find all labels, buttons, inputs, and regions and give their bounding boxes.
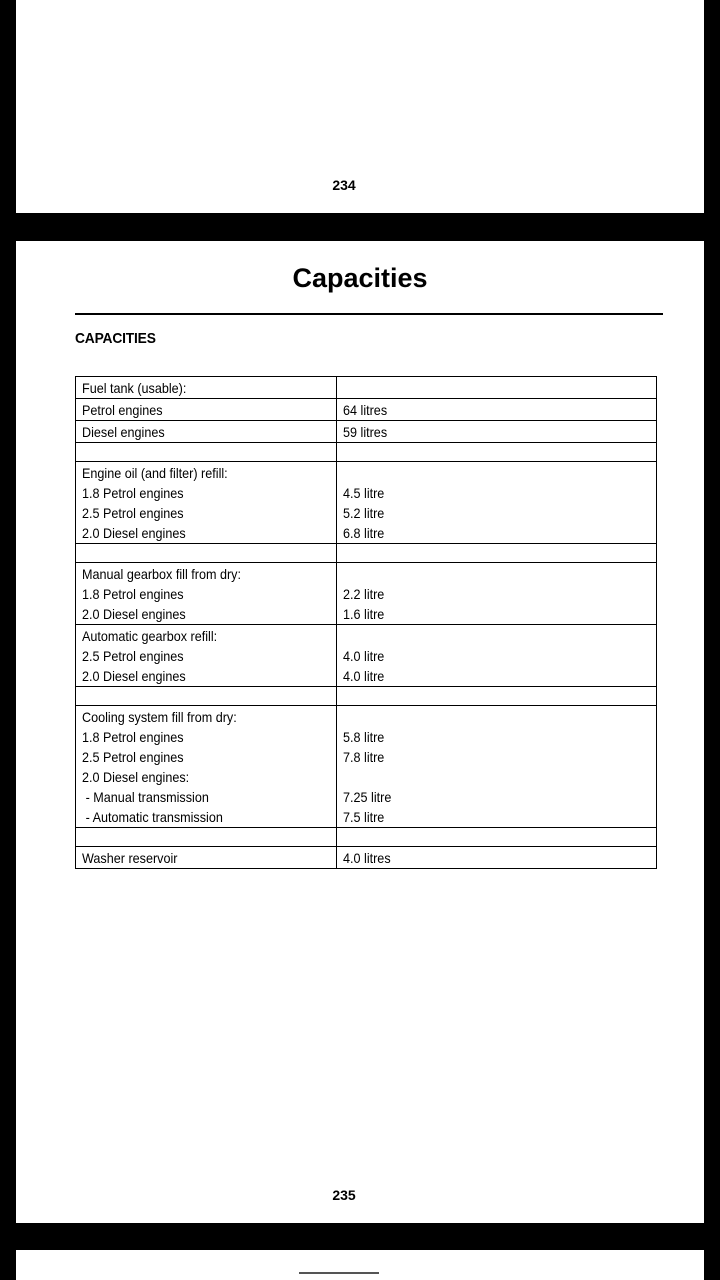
engine-oil-value: 4.5 litre xyxy=(343,485,385,501)
title-divider xyxy=(75,313,663,315)
table-row xyxy=(76,462,657,544)
automatic-gearbox-label: 2.0 Diesel engines xyxy=(82,668,186,684)
table-row xyxy=(76,377,657,399)
table-row xyxy=(76,706,657,828)
next-page xyxy=(16,1250,704,1280)
fuel-petrol-label: Petrol engines xyxy=(82,402,163,418)
cooling-diesel-header: 2.0 Diesel engines: xyxy=(82,769,190,785)
table-row xyxy=(76,421,657,443)
manual-gearbox-label: 2.0 Diesel engines xyxy=(82,606,186,622)
table-row xyxy=(76,847,657,869)
cooling-value: 7.8 litre xyxy=(343,749,385,765)
section-heading: CAPACITIES xyxy=(75,330,156,347)
table-row xyxy=(76,625,657,687)
cooling-value: 7.25 litre xyxy=(343,789,392,805)
fuel-diesel-label: Diesel engines xyxy=(82,424,165,440)
engine-oil-label: 1.8 Petrol engines xyxy=(82,485,184,501)
engine-oil-header: Engine oil (and filter) refill: xyxy=(82,465,228,481)
engine-oil-label: 2.0 Diesel engines xyxy=(82,525,186,541)
previous-page xyxy=(16,0,704,213)
manual-gearbox-header: Manual gearbox fill from dry: xyxy=(82,566,241,582)
cooling-label: 2.5 Petrol engines xyxy=(82,749,184,765)
manual-gearbox-label: 1.8 Petrol engines xyxy=(82,586,184,602)
table-row xyxy=(76,399,657,421)
cooling-header: Cooling system fill from dry: xyxy=(82,709,237,725)
page-title: Capacities xyxy=(292,263,428,293)
fuel-diesel-value: 59 litres xyxy=(343,424,388,440)
cooling-label: - Manual transmission xyxy=(85,789,209,805)
table-spacer-row xyxy=(76,544,657,563)
cooling-value: 7.5 litre xyxy=(343,809,385,825)
manual-gearbox-value: 2.2 litre xyxy=(343,586,385,602)
manual-gearbox-value: 1.6 litre xyxy=(343,606,385,622)
fuel-petrol-value: 64 litres xyxy=(343,402,388,418)
engine-oil-value: 5.2 litre xyxy=(343,505,385,521)
page-number-current: 235 xyxy=(332,1187,356,1203)
cooling-label: - Automatic transmission xyxy=(85,809,223,825)
current-page xyxy=(16,241,704,1223)
automatic-gearbox-value: 4.0 litre xyxy=(343,648,385,664)
engine-oil-label: 2.5 Petrol engines xyxy=(82,505,184,521)
washer-label: Washer reservoir xyxy=(82,850,178,866)
table-spacer-row xyxy=(76,687,657,706)
cooling-value: 5.8 litre xyxy=(343,729,385,745)
table-spacer-row xyxy=(76,828,657,847)
automatic-gearbox-label: 2.5 Petrol engines xyxy=(82,648,184,664)
fuel-tank-header: Fuel tank (usable): xyxy=(82,380,187,396)
washer-value: 4.0 litres xyxy=(343,850,391,866)
next-page-title-peek xyxy=(299,1272,379,1274)
automatic-gearbox-header: Automatic gearbox refill: xyxy=(82,628,218,644)
table-spacer-row xyxy=(76,443,657,462)
table-row xyxy=(76,563,657,625)
capacities-table xyxy=(75,376,657,869)
cooling-label: 1.8 Petrol engines xyxy=(82,729,184,745)
page-number-previous: 234 xyxy=(332,177,356,193)
automatic-gearbox-value: 4.0 litre xyxy=(343,668,385,684)
engine-oil-value: 6.8 litre xyxy=(343,525,385,541)
